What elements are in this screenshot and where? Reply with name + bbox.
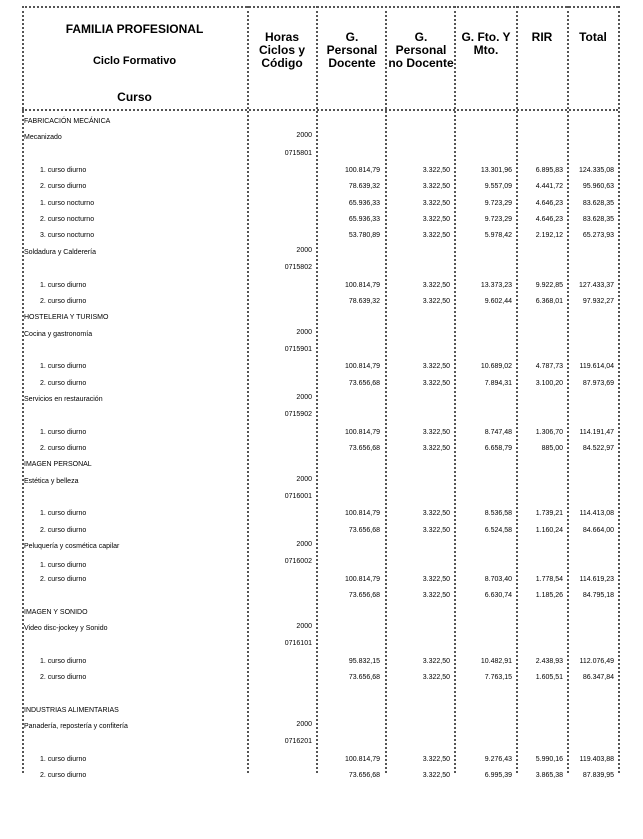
header-ciclo-formativo: Ciclo Formativo [92,55,177,67]
cell-g-fto-mto: 6.524,58 [484,527,512,534]
cell-total: 95.960,63 [582,183,614,190]
cell-g-personal-docente: 53.780,89 [348,232,380,239]
cell-g-personal-no-docente: 3.322,50 [422,674,450,681]
cell-total: 83.628,35 [582,200,614,207]
cycle-hours: 2000 [296,394,312,401]
cell-g-fto-mto: 9.723,29 [484,216,512,223]
cell-g-fto-mto: 6.995,39 [484,772,512,779]
cell-g-fto-mto: 5.978,42 [484,232,512,239]
family-label: HOSTELERIA Y TURISMO [24,314,109,321]
cell-g-personal-docente: 73.656,68 [348,445,380,452]
cell-g-fto-mto: 7.763,15 [484,674,512,681]
cell-g-fto-mto: 8.747,48 [484,429,512,436]
cell-g-personal-docente: 100.814,79 [344,429,380,436]
cell-total: 119.614,04 [579,363,614,370]
cell-total: 124.335,08 [578,167,614,174]
course-label: 1. curso diurno [40,562,87,569]
cycle-label: Soldadura y Calderería [24,249,96,256]
course-label: 2. curso diurno [40,576,87,583]
course-label: 2. curso diurno [40,674,87,681]
cell-g-personal-no-docente: 3.322,50 [422,363,450,370]
cycle-code: 0716201 [284,738,312,745]
cell-g-fto-mto: 10.482,91 [480,658,512,665]
cycle-code: 0716001 [284,493,312,500]
cell-g-personal-no-docente: 3.322,50 [422,380,450,387]
course-label: 1. curso nocturno [40,200,95,207]
cycle-hours: 2000 [296,247,312,254]
cycle-code: 0715801 [284,150,312,157]
cell-g-personal-no-docente: 3.322,50 [422,772,450,779]
cell-rir: 1.160,24 [535,527,563,534]
cell-g-fto-mto: 8.536,58 [484,510,512,517]
cell-g-personal-no-docente: 3.322,50 [422,183,450,190]
cell-g-fto-mto: 10.689,02 [480,363,512,370]
course-label: 1. curso diurno [40,510,87,517]
cycle-label: Panadería, repostería y confitería [24,723,128,730]
cell-g-fto-mto: 6.658,79 [484,445,512,452]
cell-rir: 9.922,85 [535,282,563,289]
grid-line [618,6,620,773]
cell-total: 83.628,35 [582,216,614,223]
grid-line [22,109,618,111]
cell-total: 84.664,00 [582,527,614,534]
cycle-hours: 2000 [296,623,312,630]
cell-rir: 4.646,23 [535,200,563,207]
cell-g-fto-mto: 9.557,09 [484,183,512,190]
header-g-fto-mto: G. Fto. Y Mto. [461,30,511,57]
grid-line [22,6,618,8]
course-label: 2. curso nocturno [40,216,95,223]
header-g-personal-no-docente: G. Personal no Docente [388,30,454,70]
family-label: FABRICACIÓN MECÁNICA [24,118,111,125]
family-label: IMAGEN PERSONAL [24,461,92,468]
course-label: 2. curso diurno [40,298,87,305]
cell-g-personal-no-docente: 3.322,50 [422,658,450,665]
cell-g-personal-no-docente: 3.322,50 [422,429,450,436]
cell-g-personal-docente: 100.814,79 [344,576,380,583]
cell-total: 84.795,18 [582,592,614,599]
course-label: 1. curso diurno [40,282,87,289]
header-familia-profesional: FAMILIA PROFESIONAL [65,22,204,36]
cell-g-personal-no-docente: 3.322,50 [422,527,450,534]
course-label: 1. curso diurno [40,167,87,174]
cell-g-personal-no-docente: 3.322,50 [422,167,450,174]
cell-rir: 3.100,20 [535,380,563,387]
cell-rir: 885,00 [541,445,563,452]
header-rir: RIR [531,30,553,44]
cell-rir: 1.185,26 [535,592,563,599]
cell-total: 114.191,47 [579,429,614,436]
grid-line [385,6,387,773]
cycle-code: 0715902 [284,411,312,418]
cell-g-personal-no-docente: 3.322,50 [422,576,450,583]
cell-g-personal-docente: 65.936,33 [348,216,380,223]
cell-g-fto-mto: 6.630,74 [484,592,512,599]
cell-g-personal-docente: 95.832,15 [348,658,380,665]
cell-g-personal-docente: 73.656,68 [348,674,380,681]
cell-g-fto-mto: 7.894,31 [484,380,512,387]
cycle-hours: 2000 [296,329,312,336]
course-label: 3. curso nocturno [40,232,95,239]
cell-rir: 1.739,21 [535,510,563,517]
cell-total: 84.522,97 [582,445,614,452]
cell-g-personal-no-docente: 3.322,50 [422,510,450,517]
cell-rir: 4.441,72 [535,183,563,190]
cell-rir: 2.438,93 [535,658,563,665]
course-label: 2. curso diurno [40,380,87,387]
cycle-code: 0715901 [284,346,312,353]
cell-g-personal-no-docente: 3.322,50 [422,756,450,763]
grid-line [316,6,318,773]
course-label: 2. curso diurno [40,445,87,452]
cycle-hours: 2000 [296,132,312,139]
course-label: 1. curso diurno [40,363,87,370]
cycle-label: Mecanizado [24,134,62,141]
cycle-label: Servicios en restauración [24,396,103,403]
cell-total: 114.619,23 [579,576,614,583]
cell-g-fto-mto: 9.723,29 [484,200,512,207]
cell-rir: 6.895,83 [535,167,563,174]
course-label: 2. curso diurno [40,772,87,779]
cell-total: 127.433,37 [578,282,614,289]
course-label: 2. curso diurno [40,527,87,534]
cell-g-personal-docente: 73.656,68 [348,380,380,387]
cell-rir: 1.778,54 [535,576,563,583]
cell-g-personal-no-docente: 3.322,50 [422,216,450,223]
cycle-hours: 2000 [296,541,312,548]
course-label: 1. curso diurno [40,756,87,763]
cell-g-fto-mto: 13.301,96 [480,167,512,174]
cell-g-personal-no-docente: 3.322,50 [422,445,450,452]
cycle-code: 0715802 [284,264,312,271]
cell-g-fto-mto: 8.703,40 [484,576,512,583]
cell-g-personal-docente: 100.814,79 [344,282,380,289]
cell-g-personal-docente: 73.656,68 [348,592,380,599]
cell-rir: 1.306,70 [535,429,563,436]
cycle-label: Cocina y gastronomía [24,331,93,338]
header-g-personal-docente: G. Personal Docente [326,30,378,70]
cell-g-personal-docente: 100.814,79 [344,167,380,174]
cell-g-personal-no-docente: 3.322,50 [422,592,450,599]
cell-rir: 4.646,23 [535,216,563,223]
cell-g-personal-docente: 65.936,33 [348,200,380,207]
cycle-hours: 2000 [296,476,312,483]
cell-g-personal-docente: 73.656,68 [348,772,380,779]
cell-g-fto-mto: 13.373,23 [480,282,512,289]
cell-g-fto-mto: 9.602,44 [484,298,512,305]
cell-g-personal-docente: 73.656,68 [348,527,380,534]
cell-g-fto-mto: 9.276,43 [484,756,512,763]
cell-total: 86.347,84 [582,674,614,681]
cell-g-personal-no-docente: 3.322,50 [422,200,450,207]
cell-g-personal-no-docente: 3.322,50 [422,232,450,239]
family-label: INDUSTRIAS ALIMENTARIAS [24,707,119,714]
cycle-code: 0716002 [284,558,312,565]
cell-g-personal-no-docente: 3.322,50 [422,282,450,289]
cell-total: 114.413,08 [579,510,614,517]
course-label: 2. curso diurno [40,183,87,190]
cell-g-personal-docente: 100.814,79 [344,363,380,370]
cell-rir: 6.368,01 [535,298,563,305]
course-label: 1. curso diurno [40,658,87,665]
cycle-code: 0716101 [284,640,312,647]
cycle-hours: 2000 [296,721,312,728]
family-label: IMAGEN Y SONIDO [24,609,88,616]
cell-g-personal-docente: 78.639,32 [348,183,380,190]
header-horas-ciclos-codigo: Horas Ciclos y Código [258,30,306,70]
cell-rir: 4.787,73 [535,363,563,370]
cell-total: 112.076,49 [579,658,614,665]
cell-total: 65.273,93 [582,232,614,239]
cell-rir: 2.192,12 [535,232,563,239]
cell-g-personal-no-docente: 3.322,50 [422,298,450,305]
header-total: Total [579,30,607,44]
cell-g-personal-docente: 100.814,79 [344,756,380,763]
cell-total: 97.932,27 [582,298,614,305]
cell-rir: 3.865,38 [535,772,563,779]
cell-rir: 1.605,51 [535,674,563,681]
course-label: 1. curso diurno [40,429,87,436]
cycle-label: Video disc-jockey y Sonido [24,625,108,632]
header-curso: Curso [117,90,152,104]
cell-rir: 5.990,16 [535,756,563,763]
cell-total: 87.973,69 [582,380,614,387]
grid-line [247,6,249,773]
cell-g-personal-docente: 100.814,79 [344,510,380,517]
cycle-label: Peluquería y cosmética capilar [24,543,120,550]
cell-total: 119.403,88 [579,756,614,763]
cell-total: 87.839,95 [582,772,614,779]
cycle-label: Estética y belleza [24,478,79,485]
cell-g-personal-docente: 78.639,32 [348,298,380,305]
